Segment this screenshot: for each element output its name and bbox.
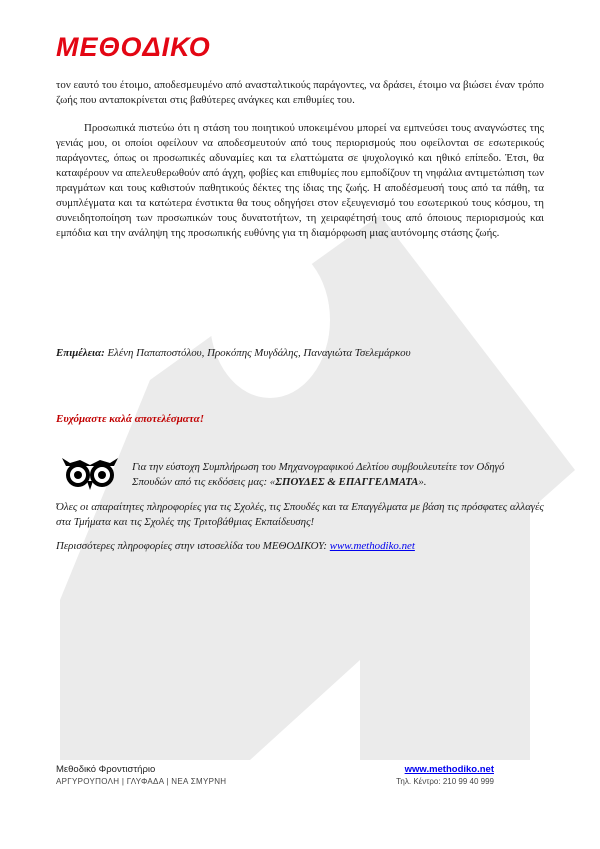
guide-info: Όλες οι απαραίτητες πληροφορίες για τις Σχολές, τις Σπουδές και τα Επαγγέλματα με βάση τις πρόσφατες αλλαγές στα Τμήματα και τις Σχολές της Τριτοβάθμιας Εκπαίδευσης!	[56, 501, 544, 528]
more-info-text: Περισσότερες πληροφορίες στην ιστοσελίδα του ΜΕΘΟΔΙΚΟΥ:	[56, 540, 330, 552]
wishes-text: Ευχόμαστε καλά αποτελέσματα!	[56, 413, 204, 425]
footer-left	[56, 764, 226, 786]
methodiko-logo[interactable]: ΜΕΘΟΔΙΚΟ	[56, 32, 211, 62]
editors-names: Ελένη Παπαποστόλου, Προκόπης Μυγδάλης, Παναγιώτα Τσελεμάρκου	[107, 347, 411, 359]
guide-text-before: Για την εύστοχη Συμπλήρωση του Μηχανογραφικού Δελτίου συμβουλευτείτε τον Οδηγό Σπουδών από τις εκδόσεις μας: «	[132, 461, 505, 488]
editors-line	[56, 347, 411, 359]
more-info-line	[56, 540, 415, 552]
editors-label: Επιμέλεια:	[56, 347, 105, 359]
owl-icon	[58, 454, 122, 492]
paragraph-2: Προσωπικά πιστεύω ότι η στάση του ποιητικού υποκειμένου μπορεί να εμπνεύσει τους αναγνώστες της γενιάς μου, οι οποίοι οφείλουν να αποδεσμευτούν από τους περιορισμούς που οφείλονται σε εσωτερικούς παράγοντες, όπως οι προσωπικές αδυναμίες και τα ελαττώματα σε ψυχολογικό και ηθικό επίπεδο. Έτσι, θα καταφέρουν να απελευθερωθούν από άγχη, φοβίες και επιθυμίες που εμποδίζουν τη νηφάλια αντιμετώπιση των πραγμάτων και τους καθιστούν παθητικούς δέκτες της ίδιας της ζωής. Η αποδέσμευσή τους από τα πάθη, τα συμπλέγματα και τα κατώτερα ένστικτα θα τους οδηγήσει στον εξευγενισμό του εσωτερικού τους κόσμου, τη συνειδητοποίηση των προσωπικών τους δυνατοτήτων, τη χειραφέτησή τους από όποιους περιορισμούς και εμπόδια και την ανάληψη της προσωπικής ευθύνης για τη διαμόρφωση μιας αυτόνομης στάσης ζωής.	[56, 122, 544, 239]
footer-phone: Τηλ. Κέντρο: 210 99 40 999	[396, 777, 494, 786]
footer-branches: ΑΡΓΥΡΟΥΠΟΛΗ | ΓΛΥΦΑΔΑ | ΝΕΑ ΣΜΥΡΝΗ	[56, 777, 227, 786]
footer-right	[396, 764, 494, 786]
guide-book-title: ΣΠΟΥΔΕΣ & ΕΠΑΓΓΕΛΜΑΤΑ	[275, 476, 419, 488]
guide-text-after: ».	[418, 476, 427, 488]
footer-org: Μεθοδικό Φροντιστήριο	[56, 764, 156, 775]
footer-website-link[interactable]: www.methodiko.net	[404, 764, 494, 775]
paragraph-1: τον εαυτό του έτοιμο, αποδεσμευμένο από ανασταλτικούς παράγοντες, να δράσει, έτοιμο να βιώσει έναν τρόπο ζωής που ανταποκρίνεται στις βαθύτερες ανάγκες και επιθυμίες του.	[56, 79, 544, 106]
article-body	[56, 78, 544, 241]
methodiko-link[interactable]: www.methodiko.net	[329, 540, 415, 552]
study-guide-note	[132, 460, 544, 490]
